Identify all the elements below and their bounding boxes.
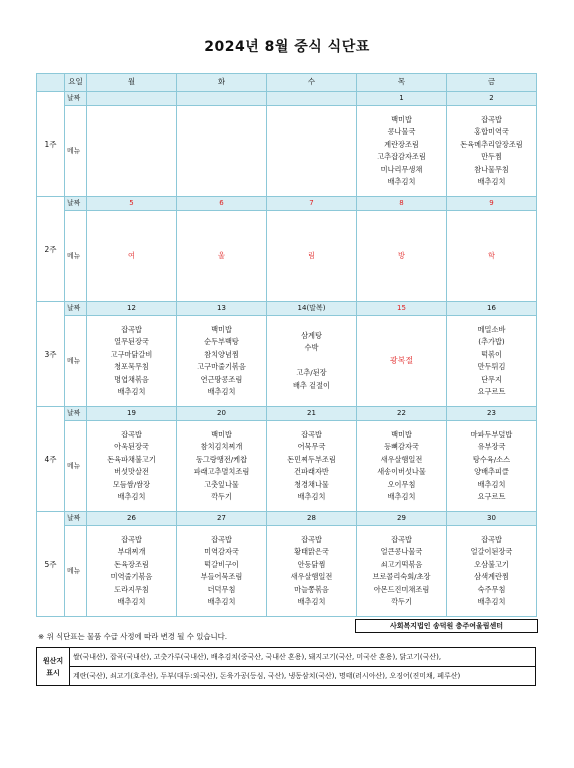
menu-row [37, 421, 537, 512]
date-cell: 23 [447, 407, 537, 421]
menu-item: 콩나물국 [387, 127, 416, 136]
menu-item: 마늘쫑볶음 [294, 584, 329, 594]
menu-item: (추가밥) [478, 337, 505, 346]
menu-item: 잡곡밥 [481, 534, 502, 544]
menu-item: 고추/된장 [296, 368, 327, 378]
menu-row-label: 메뉴 [65, 211, 87, 302]
menu-item: 미나리무생채 [380, 164, 423, 174]
menu-item: 배추김치 [207, 597, 236, 606]
menu-item: 미역줄기볶음 [110, 572, 153, 581]
menu-item: 백미밥 [391, 114, 412, 124]
menu-item: 참나물무침 [474, 164, 509, 174]
menu-item: 버섯맛살전 [114, 467, 149, 476]
origin-line-1: 쌀(국내산), 잡곡(국내산), 고춧가루(국내산), 배추김치(중국산, 국내산 혼용), 돼지고기(국산, 미국산 혼용), 닭고기(국산), [70, 648, 536, 667]
header-day-tue: 화 [177, 74, 267, 92]
menu-cell [177, 316, 267, 407]
menu-item: 백미밥 [211, 324, 232, 334]
menu-cell [177, 106, 267, 197]
date-cell: 29 [357, 512, 447, 526]
menu-item: 건파래자반 [294, 467, 329, 476]
menu-cell [87, 421, 177, 512]
date-row-label: 날짜 [65, 302, 87, 316]
menu-cell [357, 316, 447, 407]
menu-item: 새우살햄일전 [380, 454, 423, 464]
menu-cell [87, 526, 177, 617]
origin-line-2: 계란(국산), 쇠고기(호주산), 두부(대두:외국산), 돈육가공(등심, 국산), 냉동삼치(국산), 명태(러시아산), 오징어(진미채, 페루산) [70, 667, 536, 686]
menu-cell [447, 211, 537, 302]
menu-row-label: 메뉴 [65, 316, 87, 407]
menu-item: 등뼈감자국 [384, 442, 419, 451]
menu-item: 요구르트 [477, 387, 506, 396]
header-row [37, 74, 537, 92]
menu-item: 미역감자국 [204, 547, 239, 556]
menu-row [37, 526, 537, 617]
menu-item: 숙주무침 [477, 584, 506, 594]
date-cell: 12 [87, 302, 177, 316]
menu-item: 배추김치 [297, 597, 326, 606]
menu-item: 방 [398, 250, 405, 260]
date-cell: 21 [267, 407, 357, 421]
facility-name: 사회복지법인 송덕원 충주여울림센터 [355, 619, 538, 633]
menu-item: 계란장조림 [384, 139, 419, 149]
menu-item: 잡곡밥 [121, 534, 142, 544]
menu-item: 고추잡감자조림 [377, 152, 426, 161]
menu-item: 잡곡밥 [121, 429, 142, 439]
menu-row [37, 106, 537, 197]
menu-item: 떡갈비구이 [204, 559, 239, 569]
menu-item: 청포묵무침 [114, 362, 149, 371]
menu-item: 고구마줄기볶음 [197, 362, 246, 371]
menu-item: 잡곡밥 [211, 534, 232, 544]
menu-cell [177, 211, 267, 302]
menu-cell [447, 316, 537, 407]
week-label: 3주 [37, 302, 65, 407]
menu-item: 쇠고기떡볶음 [380, 559, 423, 569]
date-row [37, 302, 537, 316]
menu-item: 잡곡밥 [121, 324, 142, 334]
date-row [37, 407, 537, 421]
menu-item: 연근땅콩조림 [200, 374, 243, 384]
date-row [37, 92, 537, 106]
date-row-label: 날짜 [65, 92, 87, 106]
date-cell: 2 [447, 92, 537, 106]
menu-item: 동그랑땡전/케찹 [195, 454, 248, 464]
menu-item: 잡곡밥 [301, 429, 322, 439]
holiday-label: 광복절 [389, 355, 414, 365]
date-cell: 13 [177, 302, 267, 316]
menu-item: 배추김치 [297, 492, 326, 501]
menu-item: 배추 겉절이 [292, 380, 330, 390]
date-cell: 16 [447, 302, 537, 316]
menu-item: 돈육파채불고기 [107, 454, 156, 464]
menu-item: 도라지무침 [114, 584, 149, 594]
date-cell: 19 [87, 407, 177, 421]
menu-item: 배추김치 [207, 387, 236, 396]
date-cell: 27 [177, 512, 267, 526]
origin-label [37, 648, 70, 686]
menu-item: 마파두부덮밥 [470, 429, 513, 439]
menu-cell [267, 421, 357, 512]
menu-item: 순두부백탕 [204, 337, 239, 346]
menu-cell [177, 421, 267, 512]
menu-item: 탕수육/소스 [472, 454, 511, 464]
menu-item: 고춧잎나물 [204, 479, 239, 489]
date-cell: 5 [87, 197, 177, 211]
date-cell [87, 92, 177, 106]
menu-item: 잡곡밥 [301, 534, 322, 544]
menu-item: 림 [308, 250, 315, 260]
menu-item: 청경채나물 [294, 479, 329, 489]
menu-item: 파래고추멸치조림 [193, 467, 250, 476]
menu-item: 아몬드진미채조림 [373, 584, 430, 594]
menu-row-label: 메뉴 [65, 526, 87, 617]
date-cell: 28 [267, 512, 357, 526]
menu-item: 고구마닭갈비 [110, 349, 153, 359]
menu-row [37, 211, 537, 302]
change-notice: ※ 위 식단표는 물품 수급 사정에 따라 변경 될 수 있습니다. [38, 632, 228, 641]
menu-item: 참치양념찜 [204, 349, 239, 359]
menu-item: 백미밥 [391, 429, 412, 439]
date-cell: 26 [87, 512, 177, 526]
menu-item: 잡곡밥 [391, 534, 412, 544]
week-label: 2주 [37, 197, 65, 302]
menu-item: 배추김치 [477, 479, 506, 489]
menu-cell [447, 421, 537, 512]
date-row-label: 날짜 [65, 512, 87, 526]
menu-item: 황태맑은국 [294, 547, 329, 556]
date-row-label: 날짜 [65, 197, 87, 211]
menu-item: 배추김치 [387, 177, 416, 186]
menu-item: 배추김치 [387, 492, 416, 501]
origin-label-line2: 표시 [46, 668, 60, 677]
menu-item: 참치김치찌개 [200, 442, 243, 451]
header-day-mon: 월 [87, 74, 177, 92]
date-cell: 15 [357, 302, 447, 316]
menu-item: 학 [488, 250, 495, 260]
menu-item: 더덕무침 [207, 584, 236, 594]
date-row [37, 197, 537, 211]
menu-item: 여 [128, 250, 135, 260]
menu-item: 배추김치 [117, 492, 146, 501]
menu-item: 명엽채볶음 [114, 374, 149, 384]
menu-item: 단무지 [481, 374, 502, 384]
menu-item: 백미밥 [211, 429, 232, 439]
week-label: 4주 [37, 407, 65, 512]
week-label: 1주 [37, 92, 65, 197]
menu-cell [267, 316, 357, 407]
menu-cell [357, 106, 447, 197]
menu-cell [357, 421, 447, 512]
menu-row-label: 메뉴 [65, 421, 87, 512]
menu-item: 얼갈이된장국 [470, 547, 513, 556]
menu-item: 홍합미역국 [474, 127, 509, 136]
date-cell: 20 [177, 407, 267, 421]
menu-item: 잡곡밥 [481, 114, 502, 124]
menu-item: 돈육장조림 [114, 559, 149, 569]
menu-cell [447, 106, 537, 197]
menu-item: 부대찌개 [117, 547, 146, 556]
menu-cell [177, 526, 267, 617]
menu-item: 모듬쌈/쌈장 [112, 479, 151, 489]
menu-item: 어묵무국 [297, 442, 326, 451]
menu-item: 오삼불고기 [474, 559, 509, 569]
menu-item: 배추김치 [477, 177, 506, 186]
date-cell: 1 [357, 92, 447, 106]
menu-cell [267, 211, 357, 302]
date-row [37, 512, 537, 526]
date-cell [177, 92, 267, 106]
menu-item [267, 355, 356, 368]
meal-schedule-table [36, 73, 537, 617]
week-label: 5주 [37, 512, 65, 617]
menu-item: 유부장국 [477, 442, 506, 451]
menu-item: 오이무침 [387, 479, 416, 489]
menu-item: 만두튀김 [477, 362, 506, 371]
date-cell: 30 [447, 512, 537, 526]
menu-item: 양배추피클 [474, 467, 509, 476]
menu-item: 깍두기 [391, 597, 412, 606]
menu-row [37, 316, 537, 407]
menu-cell [87, 106, 177, 197]
menu-cell [87, 211, 177, 302]
header-corner: 요일 [65, 74, 87, 92]
menu-item: 울 [218, 250, 225, 260]
menu-cell [357, 526, 447, 617]
menu-item: 안동닭찜 [297, 559, 326, 569]
menu-item: 새우살햄일전 [290, 572, 333, 581]
date-cell: 22 [357, 407, 447, 421]
header-day-fri: 금 [447, 74, 537, 92]
header-day-wed: 수 [267, 74, 357, 92]
weeks-body [37, 92, 537, 617]
date-cell: 8 [357, 197, 447, 211]
page-title: 2024년 8월 중식 식단표 [204, 39, 370, 55]
date-cell: 14(말복) [267, 302, 357, 316]
menu-item: 삼계탕 [301, 330, 322, 340]
menu-item: 배추김치 [117, 387, 146, 396]
menu-item: 배추김치 [117, 597, 146, 606]
date-row-label: 날짜 [65, 407, 87, 421]
origin-table [36, 647, 536, 686]
menu-item: 만두찜 [481, 152, 502, 161]
menu-item: 돈민찌두부조림 [287, 454, 336, 464]
menu-item: 깍두기 [211, 492, 232, 501]
menu-item: 브로콜리숙회/초장 [372, 572, 431, 581]
header-blank [37, 74, 65, 92]
menu-item: 새송이버섯나물 [377, 467, 426, 476]
menu-item: 얼큰콩나물국 [380, 547, 423, 556]
date-cell: 7 [267, 197, 357, 211]
menu-item: 떡볶이 [481, 349, 502, 359]
menu-cell [447, 526, 537, 617]
menu-cell [267, 106, 357, 197]
menu-item: 수박 [304, 343, 319, 353]
menu-row-label: 메뉴 [65, 106, 87, 197]
menu-item: 열무된장국 [114, 337, 149, 346]
menu-cell [357, 211, 447, 302]
date-cell: 6 [177, 197, 267, 211]
menu-cell [87, 316, 177, 407]
menu-item: 배추김치 [477, 597, 506, 606]
date-cell [267, 92, 357, 106]
menu-item: 삼색계란찜 [474, 572, 509, 581]
menu-cell [267, 526, 357, 617]
menu-item: 요구르트 [477, 492, 506, 501]
origin-label-line1: 원산지 [42, 656, 64, 665]
date-cell: 9 [447, 197, 537, 211]
menu-item: 부들어묵조림 [200, 572, 243, 581]
menu-item: 아욱된장국 [114, 442, 149, 451]
menu-item: 메밀소바 [477, 324, 506, 334]
menu-item: 돈육메추리알장조림 [460, 139, 523, 149]
header-day-thu: 목 [357, 74, 447, 92]
